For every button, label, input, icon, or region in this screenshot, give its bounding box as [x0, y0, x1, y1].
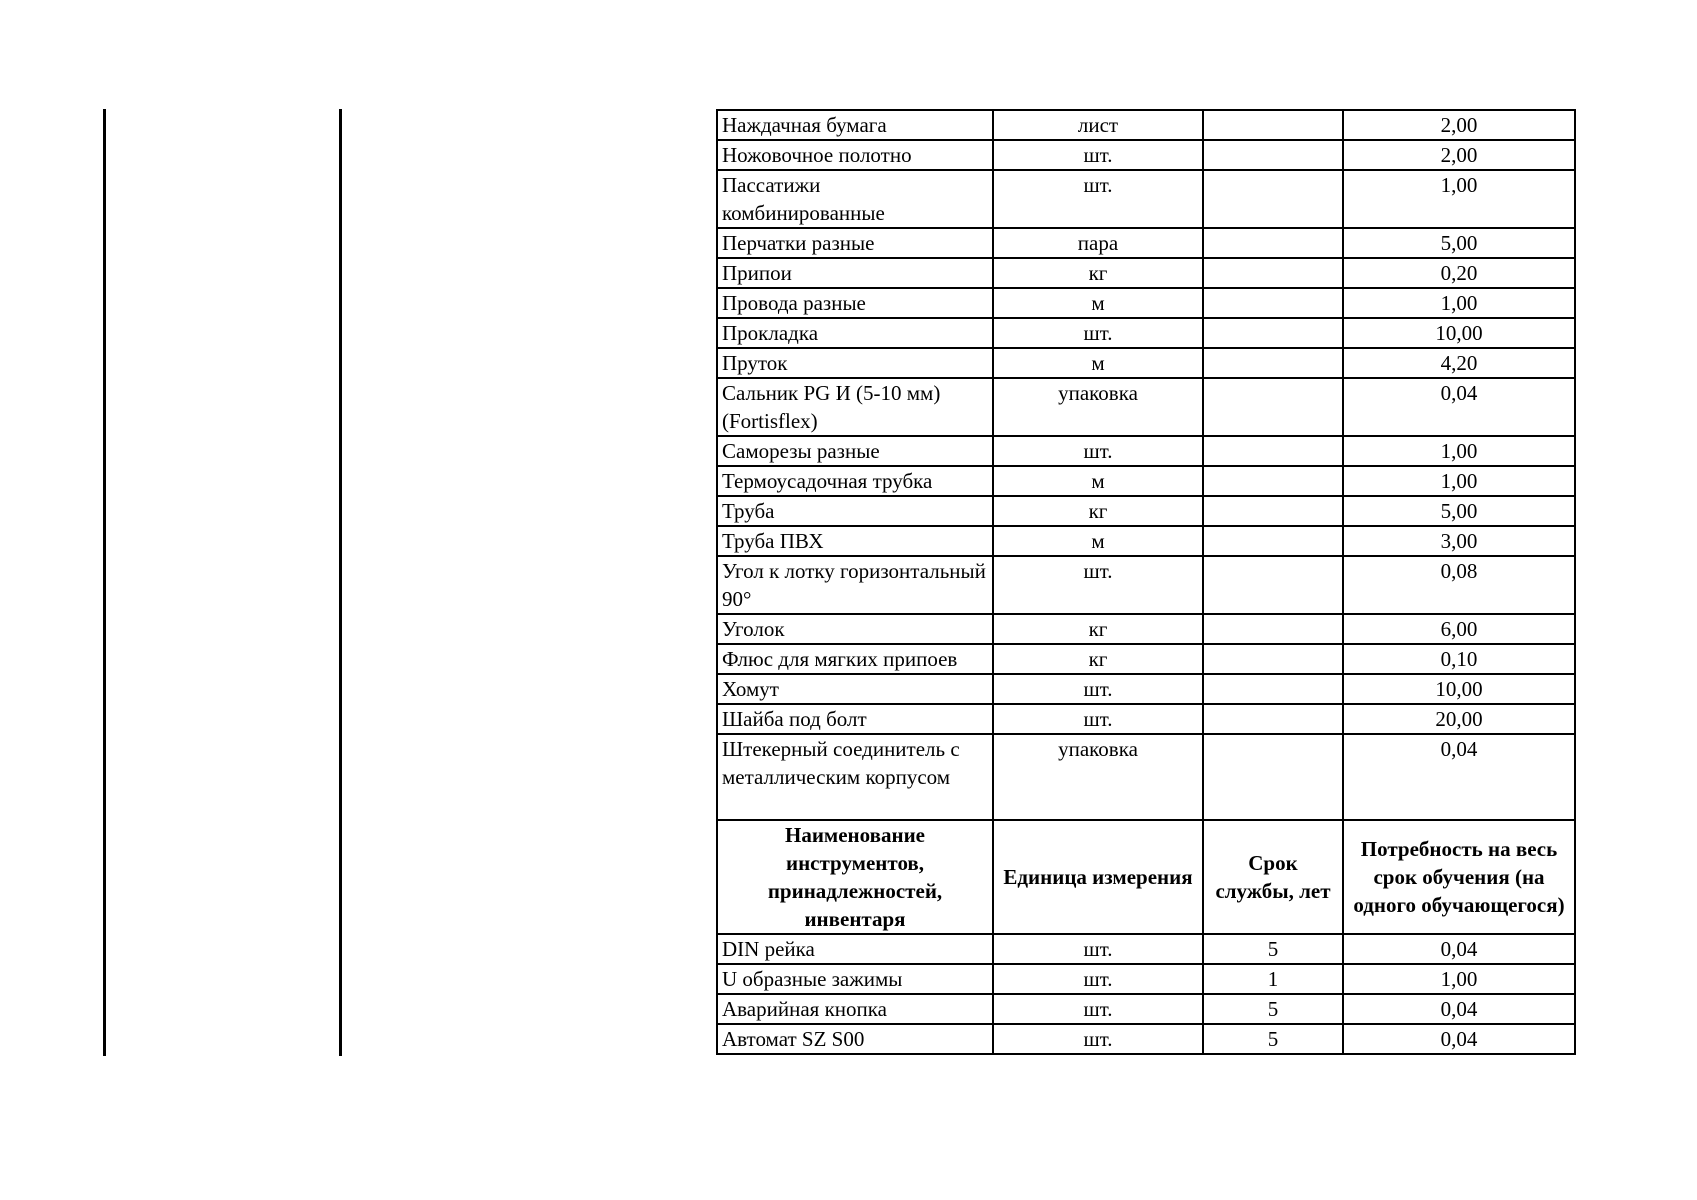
cell-name: Аварийная кнопка: [717, 994, 993, 1024]
cell-service-life: [1203, 378, 1343, 436]
cell-service-life: 5: [1203, 994, 1343, 1024]
cell-service-life: 1: [1203, 964, 1343, 994]
table-row: [717, 436, 1575, 466]
table-row: [717, 734, 1575, 820]
cell-service-life: [1203, 170, 1343, 228]
cell-service-life: [1203, 674, 1343, 704]
cell-service-life: [1203, 436, 1343, 466]
cell-quantity: 0,04: [1343, 734, 1575, 820]
cell-name: Угол к лотку горизонтальный 90°: [717, 556, 993, 614]
cell-unit: кг: [993, 496, 1203, 526]
cell-unit: шт.: [993, 994, 1203, 1024]
cell-unit: шт.: [993, 674, 1203, 704]
table-row: [717, 140, 1575, 170]
cell-quantity: 1,00: [1343, 436, 1575, 466]
table-row: [717, 170, 1575, 228]
cell-unit: м: [993, 526, 1203, 556]
cell-unit: шт.: [993, 318, 1203, 348]
cell-unit: шт.: [993, 436, 1203, 466]
cell-unit: м: [993, 466, 1203, 496]
table-row: [717, 964, 1575, 994]
header-service-life: Срок службы, лет: [1203, 820, 1343, 934]
header-unit: Единица измерения: [993, 820, 1203, 934]
cell-name: U образные зажимы: [717, 964, 993, 994]
cell-service-life: [1203, 614, 1343, 644]
table-row: [717, 704, 1575, 734]
cell-unit: шт.: [993, 170, 1203, 228]
table-row: [717, 556, 1575, 614]
cell-unit: шт.: [993, 556, 1203, 614]
cell-name: Труба: [717, 496, 993, 526]
cell-quantity: 0,04: [1343, 934, 1575, 964]
cell-name: Припои: [717, 258, 993, 288]
cell-service-life: [1203, 496, 1343, 526]
cell-name: Ножовочное полотно: [717, 140, 993, 170]
cell-service-life: [1203, 556, 1343, 614]
cell-quantity: 5,00: [1343, 228, 1575, 258]
cell-unit: м: [993, 348, 1203, 378]
table-row: [717, 644, 1575, 674]
table-row: [717, 466, 1575, 496]
cell-service-life: [1203, 526, 1343, 556]
header-name: Наименование инструментов, принадлежностей, инвентаря: [717, 820, 993, 934]
cell-service-life: 5: [1203, 1024, 1343, 1054]
table-row: [717, 526, 1575, 556]
header-requirement: Потребность на весь срок обучения (на одного обучающегося): [1343, 820, 1575, 934]
cell-name: Прокладка: [717, 318, 993, 348]
cell-name: Автомат SZ S00: [717, 1024, 993, 1054]
table-row: [717, 614, 1575, 644]
cell-quantity: 0,08: [1343, 556, 1575, 614]
cell-service-life: [1203, 466, 1343, 496]
cell-quantity: 1,00: [1343, 964, 1575, 994]
table-row: [717, 110, 1575, 140]
cell-service-life: [1203, 734, 1343, 820]
cell-quantity: 10,00: [1343, 674, 1575, 704]
table-row: [717, 318, 1575, 348]
cell-name: Шайба под болт: [717, 704, 993, 734]
cell-service-life: [1203, 318, 1343, 348]
table-row: [717, 994, 1575, 1024]
cell-name: Флюс для мягких припоев: [717, 644, 993, 674]
cell-service-life: [1203, 140, 1343, 170]
cell-service-life: [1203, 110, 1343, 140]
cell-quantity: 0,04: [1343, 378, 1575, 436]
cell-name: Наждачная бумага: [717, 110, 993, 140]
cell-service-life: [1203, 258, 1343, 288]
cell-unit: упаковка: [993, 734, 1203, 820]
cell-name: Пруток: [717, 348, 993, 378]
cell-unit: кг: [993, 644, 1203, 674]
cell-name: Термоусадочная трубка: [717, 466, 993, 496]
table-header-row: [717, 820, 1575, 934]
cell-name: DIN рейка: [717, 934, 993, 964]
tools-header-section: [717, 820, 1575, 934]
table-row: [717, 288, 1575, 318]
cell-service-life: [1203, 704, 1343, 734]
cell-quantity: 0,04: [1343, 994, 1575, 1024]
cell-unit: шт.: [993, 964, 1203, 994]
cell-unit: кг: [993, 258, 1203, 288]
cell-unit: упаковка: [993, 378, 1203, 436]
table-row: [717, 228, 1575, 258]
cell-quantity: 1,00: [1343, 170, 1575, 228]
cell-unit: кг: [993, 614, 1203, 644]
cell-quantity: 5,00: [1343, 496, 1575, 526]
left-margin-rule: [103, 109, 106, 1056]
cell-quantity: 3,00: [1343, 526, 1575, 556]
table-row: [717, 258, 1575, 288]
cell-unit: м: [993, 288, 1203, 318]
cell-service-life: [1203, 348, 1343, 378]
cell-service-life: [1203, 644, 1343, 674]
inner-margin-rule: [339, 109, 342, 1056]
materials-section: [717, 110, 1575, 820]
cell-quantity: 10,00: [1343, 318, 1575, 348]
cell-quantity: 0,20: [1343, 258, 1575, 288]
cell-name: Сальник PG И (5-10 мм) (Fortisflex): [717, 378, 993, 436]
table-row: [717, 348, 1575, 378]
cell-unit: пара: [993, 228, 1203, 258]
cell-quantity: 20,00: [1343, 704, 1575, 734]
cell-name: Перчатки разные: [717, 228, 993, 258]
cell-quantity: 6,00: [1343, 614, 1575, 644]
equipment-table: [716, 109, 1576, 1055]
cell-quantity: 1,00: [1343, 288, 1575, 318]
cell-service-life: [1203, 288, 1343, 318]
cell-name: Саморезы разные: [717, 436, 993, 466]
table-row: [717, 1024, 1575, 1054]
cell-name: Уголок: [717, 614, 993, 644]
cell-name: Штекерный соединитель с металлическим корпусом: [717, 734, 993, 820]
cell-unit: шт.: [993, 934, 1203, 964]
cell-quantity: 2,00: [1343, 140, 1575, 170]
cell-quantity: 0,10: [1343, 644, 1575, 674]
cell-name: Труба ПВХ: [717, 526, 993, 556]
cell-quantity: 4,20: [1343, 348, 1575, 378]
cell-name: Провода разные: [717, 288, 993, 318]
cell-service-life: 5: [1203, 934, 1343, 964]
cell-quantity: 1,00: [1343, 466, 1575, 496]
cell-name: Хомут: [717, 674, 993, 704]
table-row: [717, 378, 1575, 436]
cell-quantity: 2,00: [1343, 110, 1575, 140]
cell-unit: шт.: [993, 140, 1203, 170]
cell-service-life: [1203, 228, 1343, 258]
table-row: [717, 674, 1575, 704]
cell-quantity: 0,04: [1343, 1024, 1575, 1054]
cell-unit: шт.: [993, 1024, 1203, 1054]
tools-section: [717, 934, 1575, 1054]
cell-name: Пассатижи комбинированные: [717, 170, 993, 228]
cell-unit: шт.: [993, 704, 1203, 734]
table-row: [717, 496, 1575, 526]
table-row: [717, 934, 1575, 964]
cell-unit: лист: [993, 110, 1203, 140]
